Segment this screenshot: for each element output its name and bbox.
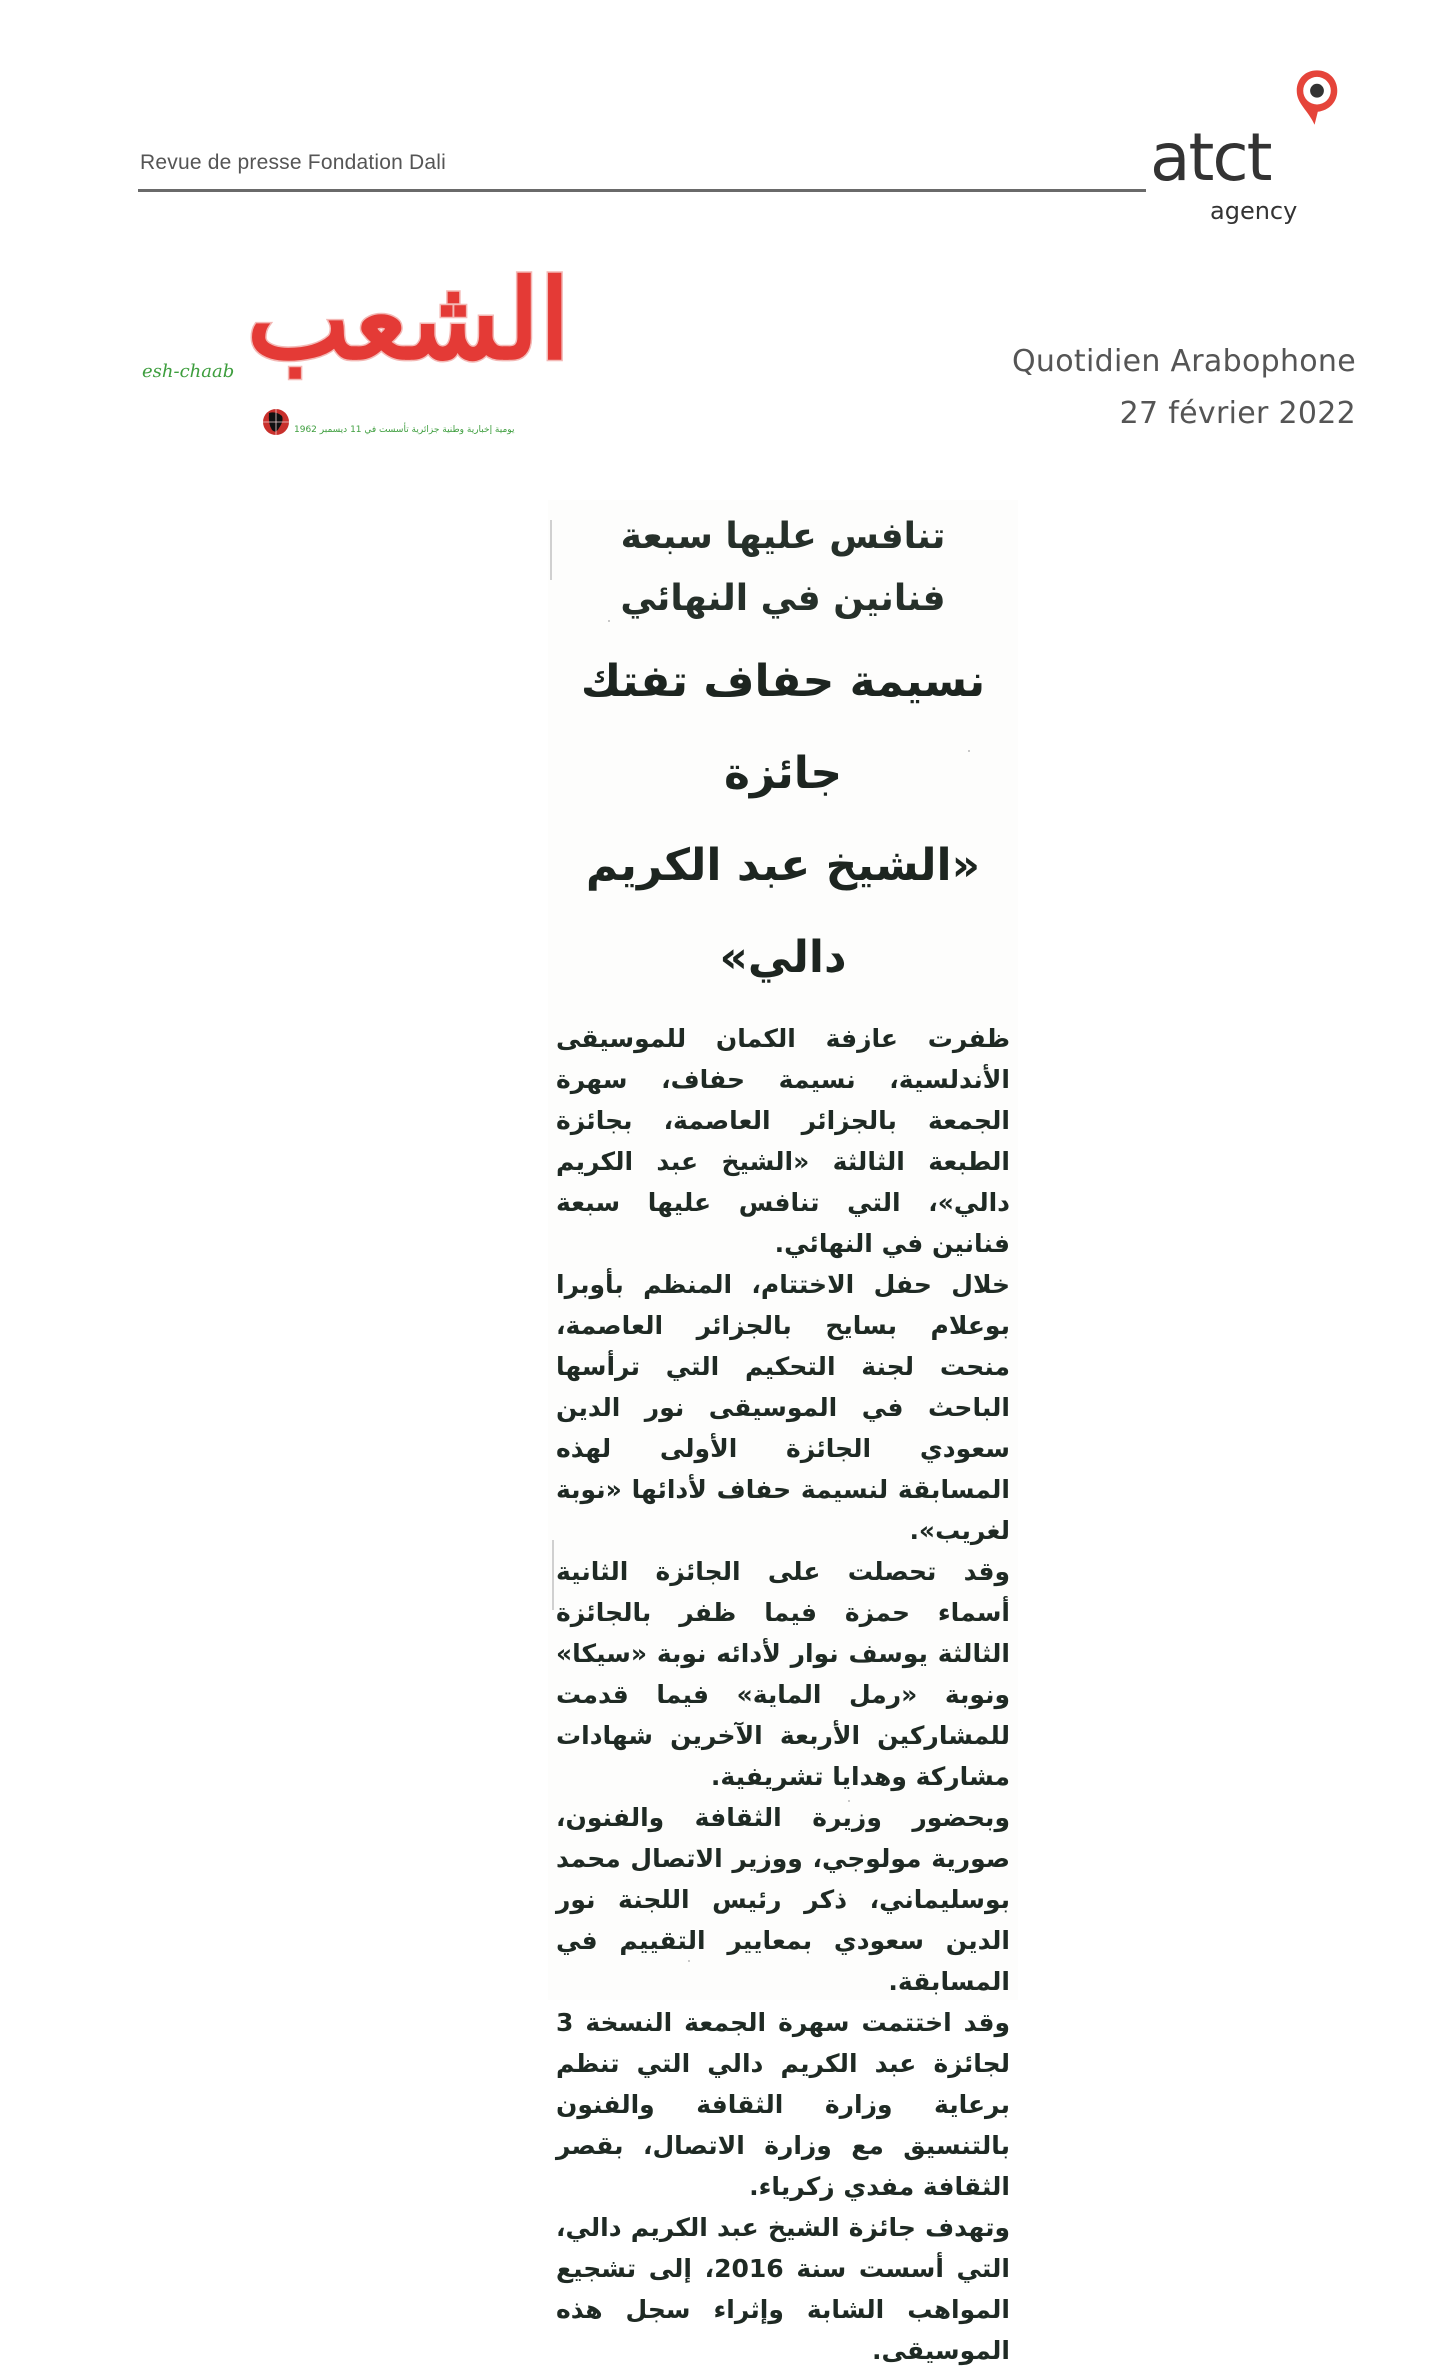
header-label: Revue de presse Fondation Dali	[140, 151, 447, 174]
headline-line: «الشيخ عبد الكريم دالي»	[585, 840, 981, 983]
newspaper-masthead	[140, 250, 570, 450]
article-headline	[554, 636, 1012, 1004]
article	[548, 500, 1018, 2371]
location-pin-icon	[1288, 68, 1346, 128]
headline-line: نسيمة حفاف تفتك جائزة	[580, 656, 986, 799]
masthead-tagline: يومية إخبارية وطنية جزائرية تأسست في 11 ديسمبر 1962	[294, 425, 515, 435]
kicker-line: فنانين في النهائي	[620, 578, 946, 619]
masthead-arabic-name: الشعب	[246, 255, 570, 384]
newspaper-clipping	[548, 500, 1018, 2365]
agency-logo	[1150, 62, 1370, 237]
article-paragraph: ظفرت عازفة الكمان للموسيقى الأندلسية، نسيمة حفاف، سهرة الجمعة بالجزائر العاصمة، بجائزة الطبعة الثالثة «الشيخ عبد الكريم دالي»، التي تنافس عليها سبعة فنانين في النهائي.	[556, 1024, 1010, 1258]
publication-date: 27 février 2022	[1119, 396, 1356, 431]
kicker-line: تنافس عليها سبعة	[620, 516, 946, 557]
article-paragraph: وقد اختتمت سهرة الجمعة النسخة 3 لجائزة عبد الكريم دالي التي تنظم برعاية وزارة الثقافة والفنون بالتنسيق مع وزارة الاتصال، بقصر الثقافة مفدي زكرياء.	[556, 2008, 1010, 2201]
globe-icon	[262, 408, 290, 436]
masthead-latin-name: esh-chaab	[142, 361, 235, 382]
agency-wordmark: atct	[1150, 119, 1271, 196]
header-divider	[138, 189, 1146, 192]
article-kicker	[588, 506, 978, 630]
article-paragraph: وقد تحصلت على الجائزة الثانية أسماء حمزة فيما ظفر بالجائزة الثالثة يوسف نوار لأدائه نوبة «سيكا» ونوبة «رمل الماية» فيما قدمت للمشاركين الأربعة الآخرين شهادات مشاركة وهدايا تشريفية.	[556, 1557, 1010, 1791]
article-body	[556, 1018, 1010, 2371]
article-paragraph: خلال حفل الاختتام، المنظم بأوبرا بوعلام بسايح بالجزائر العاصمة، منحت لجنة التحكيم التي ترأسها الباحث في الموسيقى نور الدين سعودي الجائزة الأولى لهذه المسابقة لنسيمة حفاف لأدائها «نوبة لغريب».	[556, 1270, 1010, 1545]
article-paragraph: وتهدف جائزة الشيخ عبد الكريم دالي، التي أسست سنة 2016، إلى تشجيع المواهب الشابة وإثراء سجل هذه الموسيقى.	[556, 2213, 1011, 2365]
article-paragraph: وبحضور وزيرة الثقافة والفنون، صورية مولوجي، ووزير الاتصال محمد بوسليماني، ذكر رئيس اللجنة نور الدين سعودي بمعايير التقييم في المسابقة.	[556, 1803, 1010, 1996]
publication-meta	[1012, 336, 1356, 440]
agency-subtitle: agency	[1210, 197, 1298, 225]
publication-type: Quotidien Arabophone	[1012, 344, 1356, 379]
